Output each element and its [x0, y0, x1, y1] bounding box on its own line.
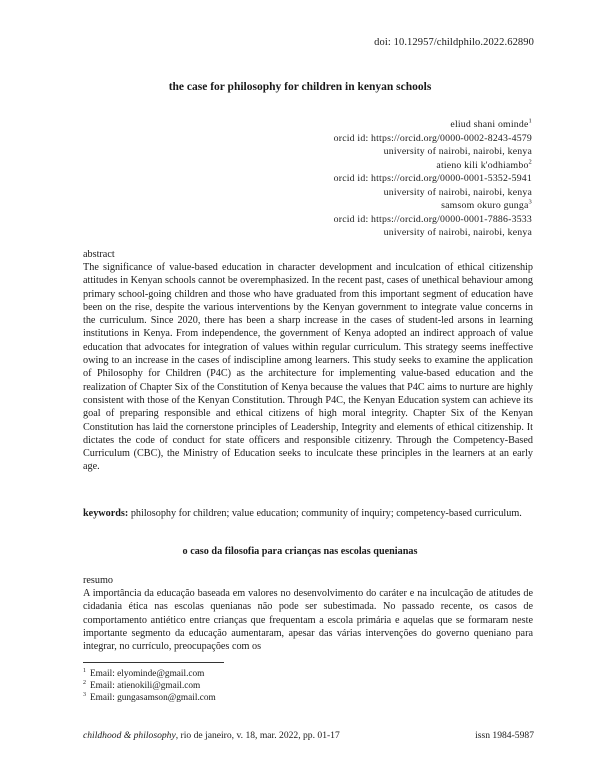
portuguese-title: o caso da filosofia para crianças nas escolas quenianas	[182, 546, 418, 557]
paper-title: the case for philosophy for children in kenyan schools	[168, 81, 432, 93]
author-2-affiliation: university of nairobi, nairobi, kenya	[383, 186, 532, 198]
resumo-text: A importância da educação baseada em valores no desenvolvimento do caráter e na inculcação de atitudes de cidadania ética nas escolas quenianas não pode ser subestimada. No passado recente, os casos de comportamento antiético entre crianças que frequentam a escola primária e aquelas que se formaram neste importante segmento da educação aumentaram, apesar das várias intervenções do governo queniano para integrar, no currículo, preocupações com os	[83, 588, 533, 653]
author-3-affiliation: university of nairobi, nairobi, kenya	[383, 227, 532, 238]
author-1-orcid[interactable]: orcid id: https://orcid.org/0000-0002-8243-4579	[333, 132, 532, 144]
keywords-text: philosophy for children; value education; community of inquiry; competency-based curriculum.	[128, 508, 522, 519]
footnote-2-email[interactable]: Email: atienokili@gmail.com	[90, 681, 201, 691]
author-1-name: eliud shani ominde$^1$	[450, 117, 532, 130]
issn: issn 1984-5987	[475, 730, 534, 741]
footnote-3: $^3$ Email: gungasamson@gmail.com	[83, 691, 216, 703]
resumo-body	[83, 587, 533, 653]
footnote-2: $^2$ Email: atienokili@gmail.com	[83, 679, 201, 691]
author-2-orcid[interactable]: orcid id: https://orcid.org/0000-0001-5352-5941	[333, 173, 532, 184]
abstract-label: abstract	[83, 249, 115, 260]
footnote-3-email[interactable]: Email: gungasamson@gmail.com	[90, 693, 216, 703]
keywords-label: keywords:	[83, 508, 129, 519]
author-3-orcid[interactable]: orcid id: https://orcid.org/0000-0001-7886-3533	[333, 213, 532, 225]
footnote-divider	[83, 662, 224, 663]
abstract-body	[83, 261, 533, 474]
keywords-line	[83, 507, 533, 520]
author-3-name: samsom okuro gunga$^3$	[441, 198, 532, 211]
author-block	[334, 118, 532, 240]
resumo-label: resumo	[83, 575, 113, 586]
journal-name: childhood & philosophy	[83, 730, 176, 741]
abstract-text: The significance of value-based education in character development and inculcation of ethical citizenship attitudes in Kenyan schools cannot be overemphasized. In the recent past, cases of unethical behaviour among primary school-going children and those who have graduated from this important segment of education have been on the rise, despite the various interventions by the Kenyan government to integrate value concerns in the curriculum. Since 2020, there has been a sharp increase in the cases of student-led arsons in learning institutions in Kenya. From independence, the government of Kenya adopted an indirect approach of value education that advocates for integration of values within regular curriculum. This strategy seems ineffective owing to an increase in the cases of indiscipline among learners. This study seeks to examine the application of Philosophy for Children (P4C) as the architecture for implementing value-based education and the realization of Chapter Six of the Constitution of Kenya because the values that P4C aims to nurture are highly consistent with those of the Kenyan Constitution. Through P4C, the Kenyan Education system can achieve its goal of preparing responsible and ethical citizens of high moral integrity. Chapter Six of the Kenyan Constitution has laid the cornerstone principles of Leadership, Integrity and elements of ethical citizenship. It dictates the code of conduct for state officers and responsible citizenry. Through the Competency-Based Curriculum (CBC), the Ministry of Education seeks to inculcate these principles in the learners at an early age.	[83, 262, 533, 473]
journal-citation	[83, 730, 340, 741]
doi[interactable]: doi: 10.12957/childphilo.2022.62890	[374, 37, 534, 48]
author-1-affiliation: university of nairobi, nairobi, kenya	[383, 146, 532, 157]
footnote-1-email[interactable]: Email: elyominde@gmail.com	[90, 669, 205, 679]
footnote-1: $^1$ Email: elyominde@gmail.com	[83, 667, 205, 679]
journal-details: , rio de janeiro, v. 18, mar. 2022, pp. 01-17	[175, 730, 340, 741]
author-2-name: atieno kili k'odhiambo$^2$	[436, 158, 532, 171]
